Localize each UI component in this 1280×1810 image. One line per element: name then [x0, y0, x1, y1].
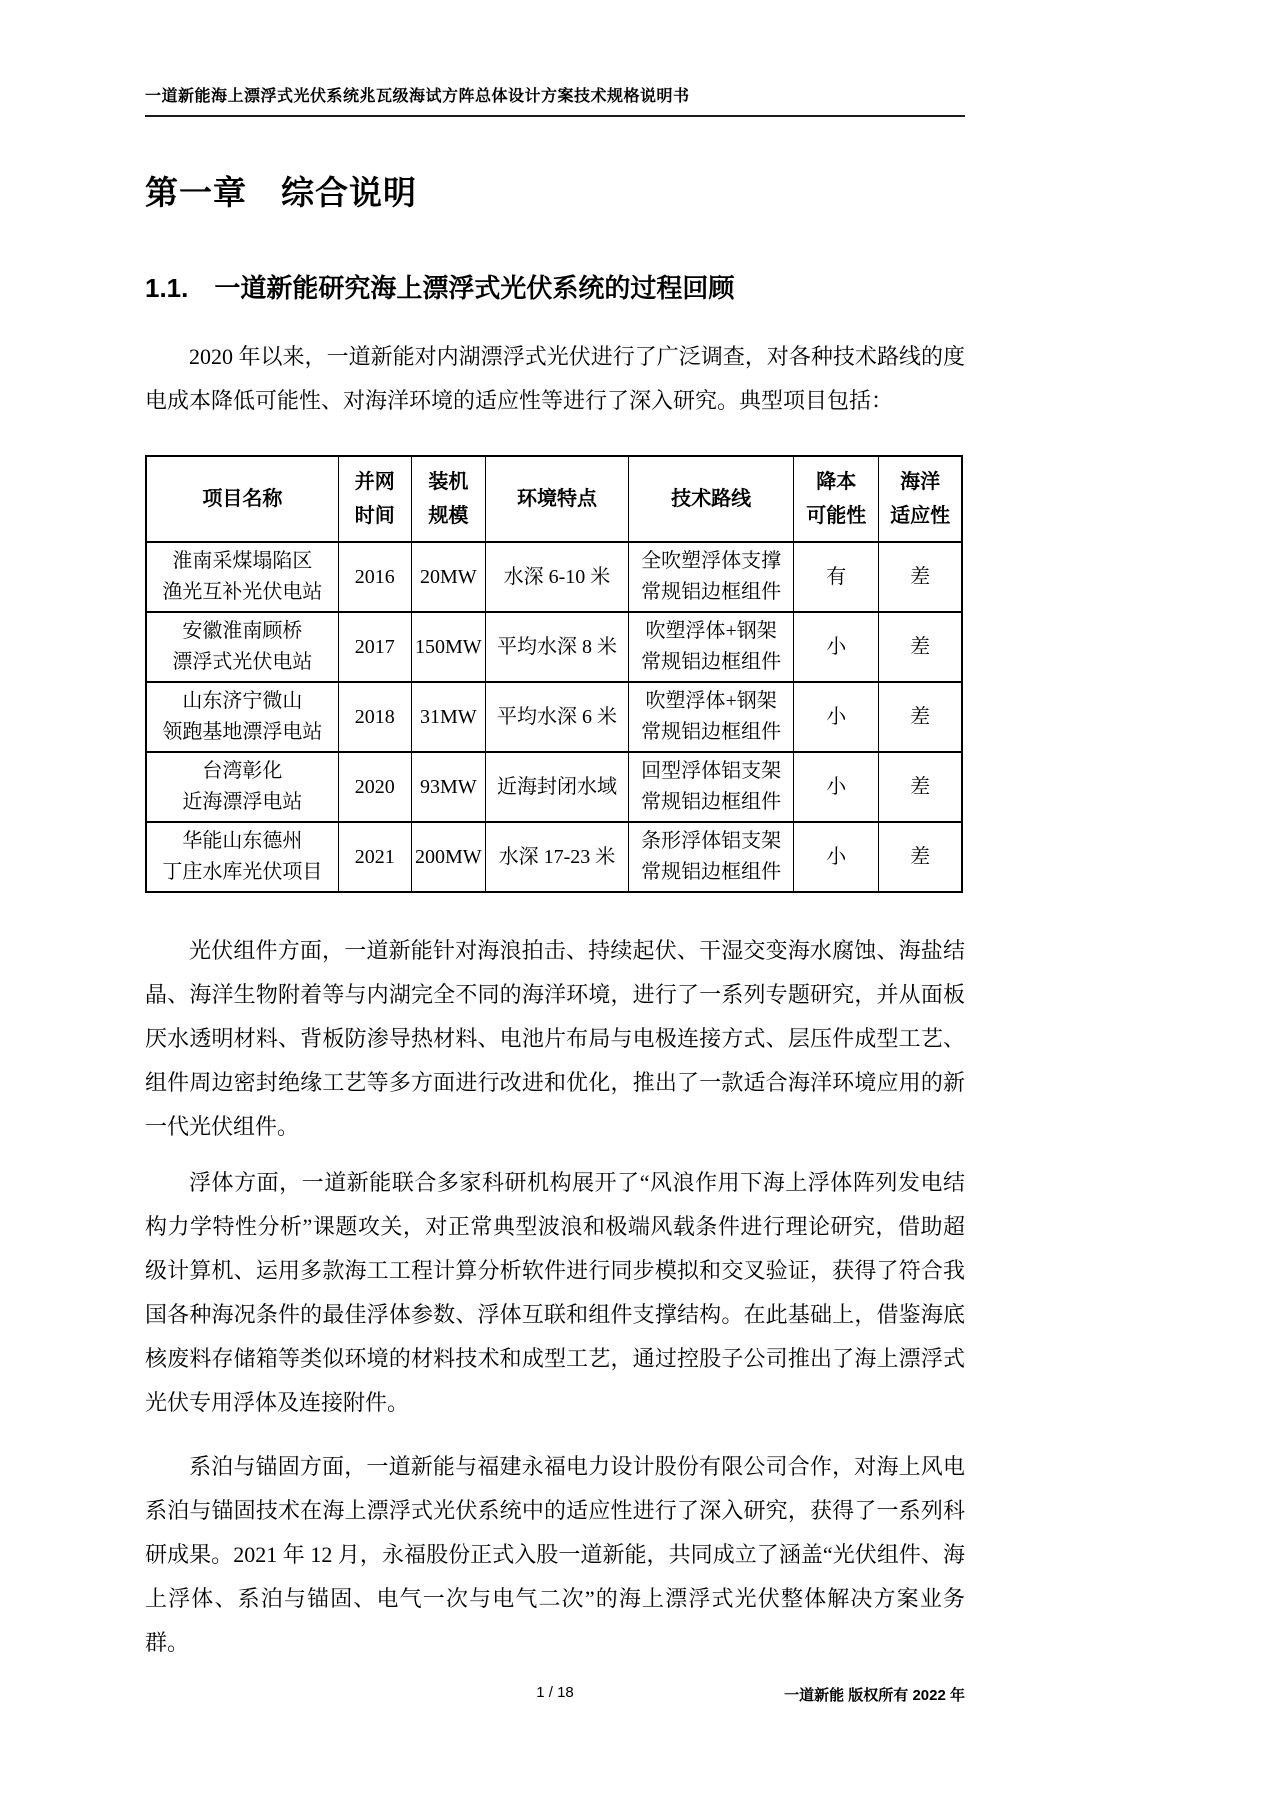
table-header-cell	[485, 456, 628, 542]
table-cell	[338, 612, 411, 682]
cell-line: 漂浮式光伏电站	[172, 651, 313, 673]
cell-line: 环境特点	[516, 488, 597, 510]
cell-line: 近海漂浮电站	[182, 791, 303, 813]
cell-line: 丁庄水库光伏项目	[162, 861, 323, 883]
paragraph-floats: 浮体方面，一道新能联合多家科研机构展开了“风浪作用下海上浮体阵列发电结构力学特性分析”课题攻关，对正常典型波浪和极端风载条件进行理论研究，借助超级计算机、运用多款海工工程计算分析软件进行同步模拟和交叉验证，获得了符合我国各种海况条件的最佳浮体参数、浮体互联和组件支撑结构。在此基础上，借鉴海底核废料存储箱等类似环境的材料技术和成型工艺，通过控股子公司推出了海上漂浮式光伏专用浮体及连接附件。	[145, 1170, 965, 1415]
cell-line: 小	[826, 775, 847, 798]
project-table	[145, 455, 963, 893]
table-cell	[879, 612, 962, 682]
cell-line: 近海封闭水域	[496, 775, 617, 798]
table-cell	[485, 682, 628, 752]
cell-line: 水深 17-23 米	[498, 845, 616, 868]
table-header-cell	[411, 456, 485, 542]
cell-line: 200MW	[415, 845, 482, 868]
table-cell	[629, 682, 794, 752]
table-cell	[629, 542, 794, 612]
cell-line: 有	[826, 565, 847, 588]
cell-line: 水深 6-10 米	[503, 565, 611, 588]
table-cell	[879, 542, 962, 612]
cell-line: 山东济宁微山	[182, 690, 303, 712]
cell-line: 时间	[354, 505, 395, 527]
cell-line: 小	[826, 635, 847, 658]
page-content	[145, 0, 965, 1665]
cell-line: 华能山东德州	[182, 830, 303, 852]
table-cell	[794, 612, 879, 682]
cell-line: 2021	[354, 845, 395, 868]
table-cell	[411, 752, 485, 822]
table-cell	[629, 612, 794, 682]
table-cell	[146, 822, 338, 892]
table-header-cell	[879, 456, 962, 542]
table-header-row	[146, 456, 962, 542]
table-cell	[485, 542, 628, 612]
table-cell	[338, 682, 411, 752]
cell-line: 装机	[428, 471, 469, 493]
table-header-cell	[794, 456, 879, 542]
table-cell	[411, 542, 485, 612]
cell-line: 吹塑浮体+钢架	[645, 690, 777, 712]
cell-line: 渔光互补光伏电站	[162, 581, 323, 603]
table-row	[146, 682, 962, 752]
paragraph-pv-modules: 光伏组件方面，一道新能针对海浪拍击、持续起伏、干湿交变海水腐蚀、海盐结晶、海洋生物附着等与内湖完全不同的海洋环境，进行了一系列专题研究，并从面板厌水透明材料、背板防渗导热材料、电池片布局与电极连接方式、层压件成型工艺、组件周边密封绝缘工艺等多方面进行改进和优化，推出了一款适合海洋环境应用的新一代光伏组件。	[145, 938, 965, 1139]
table-cell	[338, 822, 411, 892]
paragraph-intro: 2020 年以来，一道新能对内湖漂浮式光伏进行了广泛调查，对各种技术路线的度电成本降低可能性、对海洋环境的适应性等进行了深入研究。典型项目包括：	[145, 344, 965, 413]
cell-line: 降本	[816, 471, 857, 493]
cell-line: 吹塑浮体+钢架	[645, 620, 777, 642]
cell-line: 全吹塑浮体支撑	[641, 550, 782, 572]
table-cell	[879, 752, 962, 822]
table-header-cell	[338, 456, 411, 542]
cell-line: 常规铝边框组件	[641, 721, 782, 743]
cell-line: 差	[910, 635, 931, 658]
table-cell	[879, 822, 962, 892]
table-cell	[485, 612, 628, 682]
cell-line: 条形浮体铝支架	[641, 830, 782, 852]
cell-line: 台湾彰化	[202, 760, 283, 782]
table-cell	[338, 542, 411, 612]
cell-line: 2018	[354, 705, 395, 728]
cell-line: 常规铝边框组件	[641, 861, 782, 883]
cell-line: 20MW	[420, 565, 477, 588]
cell-line: 海洋	[900, 471, 941, 493]
footer-page-number: 1 / 18	[536, 1684, 574, 1701]
table-row	[146, 752, 962, 822]
cell-line: 31MW	[420, 705, 477, 728]
cell-line: 差	[910, 775, 931, 798]
table-cell	[146, 752, 338, 822]
footer-copyright: 一道新能 版权所有 2022 年	[784, 1687, 965, 1704]
cell-line: 安徽淮南顾桥	[182, 620, 303, 642]
table-cell	[411, 822, 485, 892]
table-cell	[338, 752, 411, 822]
cell-line: 常规铝边框组件	[641, 791, 782, 813]
table-cell	[411, 612, 485, 682]
cell-line: 常规铝边框组件	[641, 651, 782, 673]
table-cell	[794, 752, 879, 822]
table-cell	[794, 542, 879, 612]
table-body	[146, 542, 962, 892]
table-header-cell	[146, 456, 338, 542]
table-cell	[629, 752, 794, 822]
table-row	[146, 542, 962, 612]
cell-line: 93MW	[420, 775, 477, 798]
chapter-title: 第一章 综合说明	[145, 174, 417, 211]
cell-line: 适应性	[890, 505, 951, 527]
table-cell	[485, 752, 628, 822]
cell-line: 淮南采煤塌陷区	[172, 550, 313, 572]
document-header-title: 一道新能海上漂浮式光伏系统兆瓦级海试方阵总体设计方案技术规格说明书	[145, 88, 690, 105]
cell-line: 差	[910, 565, 931, 588]
table-cell	[629, 822, 794, 892]
cell-line: 常规铝边框组件	[641, 581, 782, 603]
section-title: 1.1. 一道新能研究海上漂浮式光伏系统的过程回顾	[145, 273, 735, 303]
cell-line: 平均水深 6 米	[496, 705, 617, 728]
table-cell	[146, 542, 338, 612]
table-cell	[794, 682, 879, 752]
cell-line: 小	[826, 705, 847, 728]
cell-line: 差	[910, 845, 931, 868]
table-row	[146, 822, 962, 892]
cell-line: 领跑基地漂浮电站	[162, 721, 323, 743]
table-cell	[879, 682, 962, 752]
table-cell	[485, 822, 628, 892]
table-row	[146, 612, 962, 682]
cell-line: 项目名称	[202, 488, 283, 510]
cell-line: 2017	[354, 635, 395, 658]
table-cell	[794, 822, 879, 892]
cell-line: 平均水深 8 米	[496, 635, 617, 658]
cell-line: 可能性	[806, 505, 867, 527]
cell-line: 小	[826, 845, 847, 868]
table-cell	[411, 682, 485, 752]
document-footer	[145, 1684, 965, 1708]
cell-line: 150MW	[415, 635, 482, 658]
table-cell	[146, 612, 338, 682]
cell-line: 2020	[354, 775, 395, 798]
cell-line: 技术路线	[671, 488, 752, 510]
cell-line: 差	[910, 705, 931, 728]
cell-line: 2016	[354, 565, 395, 588]
table-header-cell	[629, 456, 794, 542]
document-header	[145, 0, 965, 117]
cell-line: 并网	[354, 471, 395, 493]
table-cell	[146, 682, 338, 752]
cell-line: 回型浮体铝支架	[641, 760, 782, 782]
cell-line: 规模	[428, 505, 469, 527]
paragraph-mooring: 系泊与锚固方面，一道新能与福建永福电力设计股份有限公司合作，对海上风电系泊与锚固技术在海上漂浮式光伏系统中的适应性进行了深入研究，获得了一系列科研成果。2021 年 12 月，永福股份正式入股一道新能，共同成立了涵盖“光伏组件、海上浮体、系泊与锚固、电气一次与电气二次”的海上漂浮式光伏整体解决方案业务群。	[145, 1454, 965, 1655]
